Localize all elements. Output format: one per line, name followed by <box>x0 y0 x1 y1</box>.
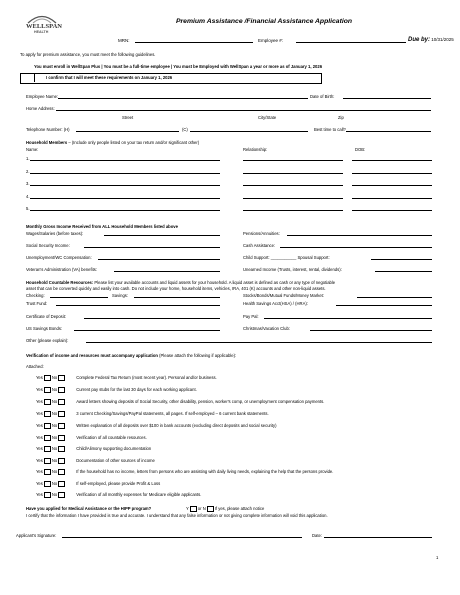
verification-item-text: Child/Alimony supporting documentation <box>76 446 152 452</box>
savings-label: Savings: <box>112 293 129 298</box>
due-by <box>408 37 454 43</box>
verification-item-text: Verification of all monthly expenses for Medicare eligible applicants. <box>76 492 202 498</box>
household-note: – (Include only people listed on your tax return and/or significant other) <box>67 140 200 145</box>
due-date: 10/31/2025 <box>431 36 454 42</box>
household-relationship-field[interactable] <box>243 173 343 174</box>
no-label: No <box>51 469 58 475</box>
no-label: No <box>51 423 58 429</box>
date-label: Date: <box>312 533 323 538</box>
medical-no-checkbox[interactable] <box>207 506 214 512</box>
cod-field[interactable] <box>84 318 220 319</box>
citystate-label: City/State <box>258 115 277 120</box>
no-checkbox[interactable] <box>58 435 65 441</box>
no-label: No <box>51 375 58 381</box>
no-label: No <box>51 387 58 393</box>
household-relationship-field[interactable] <box>243 210 343 211</box>
no-label: No <box>51 481 58 487</box>
income-title: Monthly Gross Income Received from ALL Household Members listed above <box>26 224 178 229</box>
hsa-field[interactable] <box>336 305 432 306</box>
yes-checkbox[interactable] <box>44 411 51 417</box>
medical-yes-label: Y <box>186 506 189 512</box>
best-time-field[interactable] <box>346 131 431 132</box>
household-name-field[interactable] <box>30 160 220 161</box>
home-address-field[interactable] <box>56 110 431 111</box>
other-label: Other (please explain): <box>26 338 69 343</box>
employee-name-field[interactable] <box>58 98 308 99</box>
yes-checkbox[interactable] <box>44 387 51 393</box>
home-address-label: Home Address: <box>26 106 55 111</box>
household-relationship-field[interactable] <box>243 185 343 186</box>
household-dob-field[interactable] <box>352 210 432 211</box>
checking-label: Checking: <box>26 293 45 298</box>
yes-label: Yes <box>36 458 43 464</box>
no-checkbox[interactable] <box>58 375 65 381</box>
no-label: No <box>51 411 58 417</box>
verification-note: (Please attach the following if applicable): <box>157 353 237 358</box>
income-wages-label: Wages/Salaries (before taxes): <box>26 231 84 236</box>
stocks-field[interactable] <box>357 297 432 298</box>
christmas-club-label: Christmas/Vacation Club: <box>243 326 290 331</box>
verification-item <box>36 411 269 417</box>
verification-item <box>36 481 160 487</box>
resources-title: Household Countable Resources: <box>26 280 94 285</box>
trust-label: Trust Fund: <box>26 301 48 306</box>
no-label: No <box>51 435 58 441</box>
household-name-field[interactable] <box>30 173 220 174</box>
confirm-text: I confirm that I will meet these requirements on January 1, 2026 <box>46 75 173 80</box>
no-checkbox[interactable] <box>58 469 65 475</box>
household-name-field[interactable] <box>30 185 220 186</box>
trust-field[interactable] <box>56 305 220 306</box>
col-name-label: Name: <box>26 147 39 152</box>
income-va-label: Veteran's Administration (VA) benefits: <box>26 267 98 272</box>
no-checkbox[interactable] <box>58 387 65 393</box>
household-relationship-field[interactable] <box>243 198 343 199</box>
income-ssi-field[interactable] <box>84 247 220 248</box>
income-unearned-label: Unearned Income (Trusts, interest, rental, dividends): <box>243 267 342 272</box>
yes-label: Yes <box>36 481 43 487</box>
christmas-club-field[interactable] <box>310 330 432 331</box>
verification-item <box>36 446 151 452</box>
savings-field[interactable] <box>134 297 220 298</box>
verification-item-text: 3 current Checking/Savings/PayPal statements, all pages. If self-employed – 6 current bank statements. <box>76 411 269 417</box>
household-row-number: 3. <box>26 181 30 186</box>
no-checkbox[interactable] <box>58 423 65 429</box>
intro-text: To apply for premium assistance, you must meet the following guidelines. <box>20 52 156 57</box>
verification-item <box>36 435 147 441</box>
stocks-label: Stocks/Bonds/Mutual Funds/Money Market: <box>243 293 324 298</box>
verification-item-text: Verification of all countable resources. <box>76 435 147 441</box>
no-checkbox[interactable] <box>58 481 65 487</box>
dob-field[interactable] <box>343 98 431 99</box>
checking-field[interactable] <box>50 297 108 298</box>
yes-label: Yes <box>36 423 43 429</box>
yes-checkbox[interactable] <box>44 435 51 441</box>
yes-label: Yes <box>36 446 43 452</box>
certify-text: I certify that the information I have provided is true and accurate. I understand that any false information or not giving complete information will void this application. <box>26 513 328 518</box>
resources-desc-2: asset that can be converted quickly and easily into cash. Do not include your home, household items, vehicles, IRA, 401 (K) accounts and other non-liquid assets. <box>26 286 326 291</box>
resources-header <box>26 280 335 285</box>
verification-item <box>36 375 217 381</box>
col-dob-label: DOB: <box>355 147 366 152</box>
confirm-checkbox[interactable] <box>20 73 35 82</box>
yes-checkbox[interactable] <box>44 399 51 405</box>
zip-label: Zip <box>338 115 344 120</box>
verification-title: Verification of income and resources must accompany application <box>26 353 158 358</box>
medical-no-label: N <box>202 506 206 512</box>
verification-item-text: If the household has no income, letters from persons who are assisting with daily living needs, explaining the help that the persons provide. <box>76 469 334 475</box>
income-unemployment-label: Unemployment/WC Compensation: <box>26 255 92 260</box>
no-label: No <box>51 458 58 464</box>
due-label: Due by: <box>408 36 431 43</box>
telephone-label: Telephone Number: (H) <box>26 127 70 132</box>
yes-checkbox[interactable] <box>44 375 51 381</box>
resources-desc-1: Please list your available accounts and liquid assets for your household. A liquid asset is defined as cash or any type of negotiable <box>93 280 336 285</box>
requirement-text: You must enroll in WellSpan Plus | You must be a full-time employee | You must be Employed with WellSpan a year or more as of January 1, 2026 <box>34 64 323 69</box>
no-label: No <box>51 492 58 498</box>
yes-label: Yes <box>36 492 43 498</box>
yes-label: Yes <box>36 387 43 393</box>
verification-item <box>36 492 201 498</box>
household-name-field[interactable] <box>30 198 220 199</box>
verification-item <box>36 458 155 464</box>
verification-item-text: If self-employed, please provide Profit & Loss <box>76 481 161 487</box>
verification-item-text: Written explanation of all deposits over $100 in bank accounts (excluding direct deposits and social security) <box>76 423 277 429</box>
home-phone-field[interactable] <box>76 131 179 132</box>
income-cash-label: Cash Assistance: <box>243 243 276 248</box>
logo-sub: HEALTH <box>34 30 49 34</box>
no-checkbox[interactable] <box>58 446 65 452</box>
income-unemployment-field[interactable] <box>98 259 220 260</box>
paypal-field[interactable] <box>264 318 432 319</box>
income-support-label: Child Support: ___________ Spousal Support: <box>243 255 330 260</box>
household-dob-field[interactable] <box>352 160 432 161</box>
attached-label: Attached: <box>26 364 44 369</box>
yes-label: Yes <box>36 411 43 417</box>
cell-label: (C) <box>182 127 188 132</box>
employee-name-label: Employee Name: <box>26 94 59 99</box>
no-label: No <box>51 399 58 405</box>
savings-bonds-field[interactable] <box>74 330 220 331</box>
medical-or: or <box>197 506 202 512</box>
yes-label: Yes <box>36 399 43 405</box>
household-dob-field[interactable] <box>352 198 432 199</box>
household-dob-field[interactable] <box>352 185 432 186</box>
no-checkbox[interactable] <box>58 492 65 498</box>
medical-question: Have you applied for Medical Assistance or the HIPP program? <box>26 506 152 511</box>
household-row-number: 5. <box>26 206 30 211</box>
verification-item <box>36 387 197 393</box>
verification-item <box>36 423 277 429</box>
signature-field[interactable] <box>62 537 302 538</box>
income-va-field[interactable] <box>114 271 220 272</box>
income-cash-field[interactable] <box>280 247 432 248</box>
income-wages-field[interactable] <box>104 235 220 236</box>
employee-number-field[interactable] <box>296 42 406 43</box>
household-row-number: 2. <box>26 169 30 174</box>
paypal-label: Pay Pal: <box>243 314 259 319</box>
verification-item-text: Complete Federal Tax Return (most recent year). Personal and/or business. <box>76 375 217 381</box>
household-dob-field[interactable] <box>352 173 432 174</box>
form-title: Premium Assistance /Financial Assistance Application <box>176 18 353 25</box>
yes-checkbox[interactable] <box>44 481 51 487</box>
income-unearned-field[interactable] <box>375 271 432 272</box>
yes-checkbox[interactable] <box>44 458 51 464</box>
page-number: 1 <box>436 555 439 560</box>
household-name-field[interactable] <box>30 210 220 211</box>
mrn-field[interactable] <box>135 42 253 43</box>
verification-item-text: Documentation of other sources of income <box>76 458 155 464</box>
cell-phone-field[interactable] <box>190 131 308 132</box>
household-row-number: 1. <box>26 156 30 161</box>
no-checkbox[interactable] <box>58 458 65 464</box>
yes-label: Yes <box>36 435 43 441</box>
yes-checkbox[interactable] <box>44 469 51 475</box>
dob-label: Date of Birth: <box>310 94 335 99</box>
col-relationship-label: Relationship: <box>243 147 268 152</box>
household-header <box>26 140 199 145</box>
verification-item <box>36 399 324 405</box>
medical-answer <box>186 506 264 512</box>
yes-checkbox[interactable] <box>44 423 51 429</box>
household-row-number: 4. <box>26 194 30 199</box>
hsa-label: Health Savings Acct(HSA) / (HRA): <box>243 301 308 306</box>
no-checkbox[interactable] <box>58 411 65 417</box>
medical-yes-checkbox[interactable] <box>190 506 197 512</box>
savings-bonds-label: US Savings Bonds: <box>26 326 63 331</box>
yes-label: Yes <box>36 375 43 381</box>
household-title: Household Members <box>26 140 68 145</box>
no-checkbox[interactable] <box>58 399 65 405</box>
household-relationship-field[interactable] <box>243 160 343 161</box>
date-field[interactable] <box>324 537 432 538</box>
income-pensions-field[interactable] <box>287 235 432 236</box>
street-label: Street <box>122 115 134 120</box>
employee-number-label: Employee #: <box>258 38 284 43</box>
no-label: No <box>51 446 58 452</box>
income-spousal-field[interactable] <box>371 259 432 260</box>
best-time-label: Best time to call? <box>314 127 346 132</box>
yes-checkbox[interactable] <box>44 492 51 498</box>
income-pensions-label: Pensions/Annuities: <box>243 231 280 236</box>
income-ssi-label: Social Security Income: <box>26 243 70 248</box>
other-field[interactable] <box>86 342 432 343</box>
verification-item <box>36 469 333 475</box>
yes-label: Yes <box>36 469 43 475</box>
logo-name: WELLSPAN <box>26 23 62 30</box>
verification-header <box>26 353 236 358</box>
signature-label: Applicant's Signature: <box>16 533 57 538</box>
mrn-label: MRN: <box>118 38 130 43</box>
verification-item-text: Current pay stubs for the last 30 days for each working applicant. <box>76 387 197 393</box>
yes-checkbox[interactable] <box>44 446 51 452</box>
cod-label: Certificate of Deposit: <box>26 314 67 319</box>
wellspan-logo <box>24 12 60 34</box>
verification-item-text: Award letters showing deposits of Social Security, other disability, pension, worker's comp, or unemployment compensation payments. <box>76 399 325 405</box>
medical-if-yes: If yes, please attach notice <box>214 506 265 512</box>
